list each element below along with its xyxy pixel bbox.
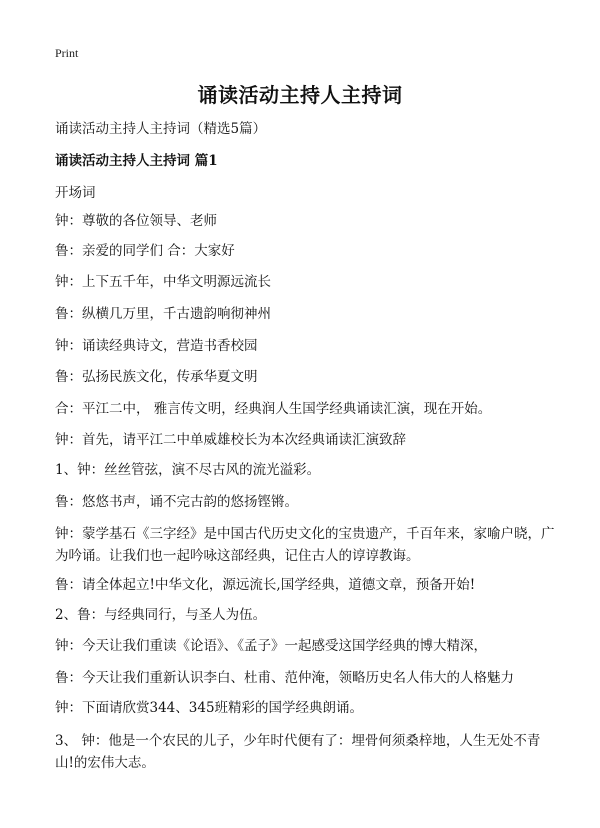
paragraph: 1、钟：丝丝管弦，演不尽古风的流光溢彩。 (55, 462, 321, 478)
paragraph: 钟：首先，请平江二中单威雄校长为本次经典诵读汇演致辞 (55, 432, 406, 448)
paragraph: 2、鲁：与经典同行，与圣人为伍。 (55, 607, 267, 623)
paragraph: 钟：下面请欣赏344、345班精彩的国学经典朗诵。 (55, 700, 364, 716)
paragraph: 鲁：请全体起立!中华文化，源远流长,国学经典，道德文章，预备开始! (55, 577, 476, 593)
paragraph: 鲁：纵横几万里，千古遗韵响彻神州 (55, 306, 271, 322)
subtitle-line: 诵读活动主持人主持词（精选5篇） (55, 121, 267, 137)
paragraph: 鲁：亲爱的同学们 合：大家好 (55, 243, 235, 259)
paragraph: 钟：诵读经典诗文，营造书香校园 (55, 338, 258, 354)
paragraph: 钟：尊敬的各位领导、老师 (55, 213, 217, 229)
paragraph: 鲁：今天让我们重新认识李白、杜甫、范仲淹，领略历史名人伟大的人格魅力 (55, 670, 514, 686)
paragraph: 钟：蒙学基石《三字经》是中国古代历史文化的宝贵遗产，千百年来，家喻户晓，广为吟诵。让我们也一起吟咏这部经典，记住古人的谆谆教诲。 (55, 526, 555, 564)
paragraph: 合：平江二中， 雅言传文明，经典润人生国学经典诵读汇演，现在开始。 (55, 401, 492, 417)
paragraph: 3、 钟：他是一个农民的儿子，少年时代便有了：埋骨何须桑梓地，人生无处不青山!的宏伟大志。 (55, 733, 541, 771)
section-heading: 诵读活动主持人主持词 篇1 (55, 153, 218, 169)
paragraph: 鲁：弘扬民族文化，传承华夏文明 (55, 369, 258, 385)
paragraph: 钟：上下五千年，中华文明源远流长 (55, 274, 271, 290)
paragraph: 钟：今天让我们重读《论语》、《孟子》一起感受这国学经典的博大精深， (55, 638, 487, 654)
document-title: 诵读活动主持人主持词 (197, 83, 403, 107)
print-label: Print (55, 46, 79, 60)
paragraph: 开场词 (55, 185, 96, 201)
paragraph: 鲁：悠悠书声，诵不完古韵的悠扬铿锵。 (55, 494, 298, 510)
